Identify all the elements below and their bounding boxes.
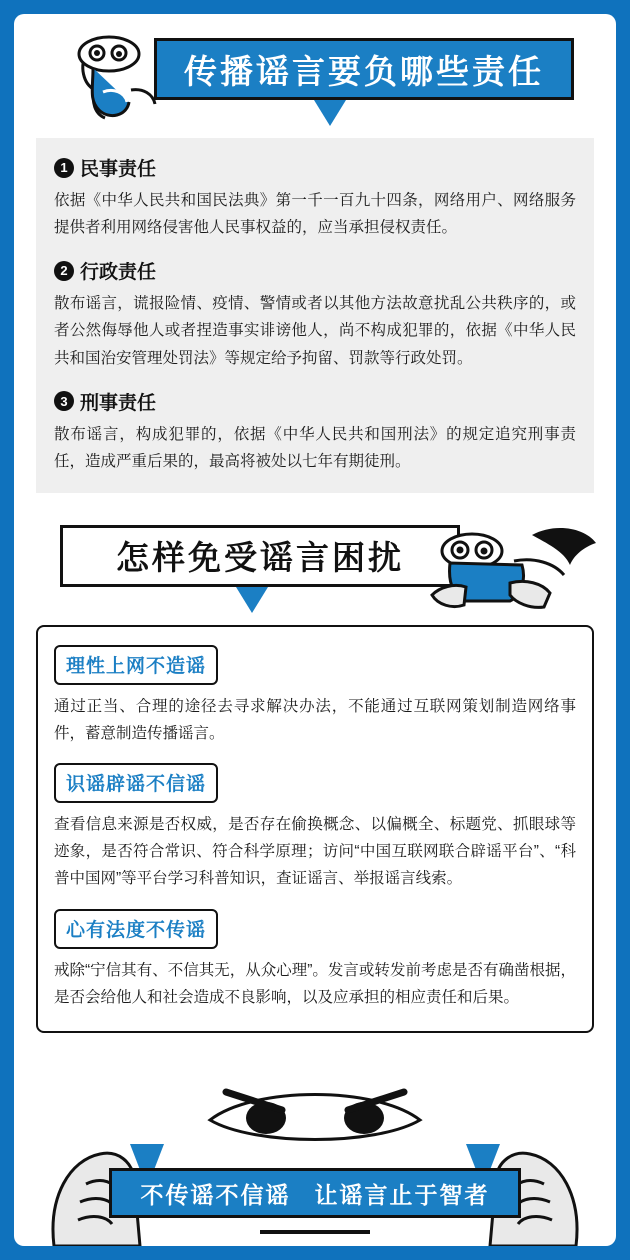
responsibility-item-title-1: [54, 154, 576, 181]
responsibility-body-3: 散布谣言，构成犯罪的，依据《中华人民共和国刑法》的规定追究刑事责任，造成严重后果的，最高将被处以七年有期徒刑。: [54, 425, 576, 470]
section2-title: 怎样免受谣言困扰: [116, 538, 404, 578]
responsibility-label-2: 行政责任: [80, 262, 157, 284]
section2-content-panel: [36, 625, 594, 1033]
section2-banner-tail: [236, 587, 268, 613]
responsibility-body-1: 依据《中华人民共和国民法典》第一千一百九十四条，网络用户、网络服务提供者利用网络侵害他人民事权益的，应当承担侵权责任。: [54, 192, 576, 237]
footer-slogan-right: 让谣言止于智者: [314, 1182, 490, 1209]
advice-tag-1: 理性上网不造谣: [54, 645, 218, 685]
section1-header: [14, 14, 616, 134]
advice-tag-3: 心有法度不传谣: [54, 909, 218, 949]
poster-footer: [14, 1076, 616, 1246]
footer-slogan-bar: [109, 1168, 521, 1218]
section2-title-banner: [60, 525, 460, 587]
section1-banner-tail: [314, 100, 346, 126]
section1-content-panel: [36, 138, 594, 493]
blue-character-with-book-icon: [414, 521, 604, 626]
advice-body-2: 查看信息来源是否权威，是否存在偷换概念、以偏概全、标题党、抓眼球等迹象，是否符合常识、符合科学原理；访问“中国互联网联合辟谣平台”、“科普中国网”等平台学习科普知识，查证谣言、举报谣言线索。: [54, 816, 576, 888]
poster-card: [14, 14, 616, 1246]
advice-tag-2: 识谣辟谣不信谣: [54, 763, 218, 803]
responsibility-item-title-3: [54, 388, 576, 415]
angry-eyes-hands-icon: [14, 1076, 616, 1246]
number-badge-2: 2: [54, 261, 74, 281]
responsibility-label-3: 刑事责任: [80, 392, 157, 414]
footer-slogan-left: 不传谣不信谣: [140, 1182, 291, 1209]
section1-title-banner: [154, 38, 574, 100]
number-badge-1: 1: [54, 158, 74, 178]
responsibility-item-title-2: [54, 257, 576, 284]
section2-header: [14, 515, 616, 625]
section1-title: 传播谣言要负哪些责任: [184, 51, 544, 91]
responsibility-label-1: 民事责任: [80, 159, 157, 180]
advice-body-3: 戒除“宁信其有、不信其无，从众心理”。发言或转发前考虑是否有确凿根据，是否会给他人和社会造成不良影响，以及应承担的相应责任和后果。: [54, 961, 576, 1006]
advice-body-1: 通过正当、合理的途径去寻求解决办法，不能通过互联网策划制造网络事件，蓄意制造传播谣言。: [54, 697, 576, 742]
number-badge-3: 3: [54, 391, 74, 411]
responsibility-body-2: 散布谣言，谎报险情、疫情、警情或者以其他方法故意扰乱公共秩序的，或者公然侮辱他人或者捏造事实诽谤他人，尚不构成犯罪的，依据《中华人民共和国治安管理处罚法》等规定给予拘留、罚款等行政处罚。: [54, 295, 576, 367]
